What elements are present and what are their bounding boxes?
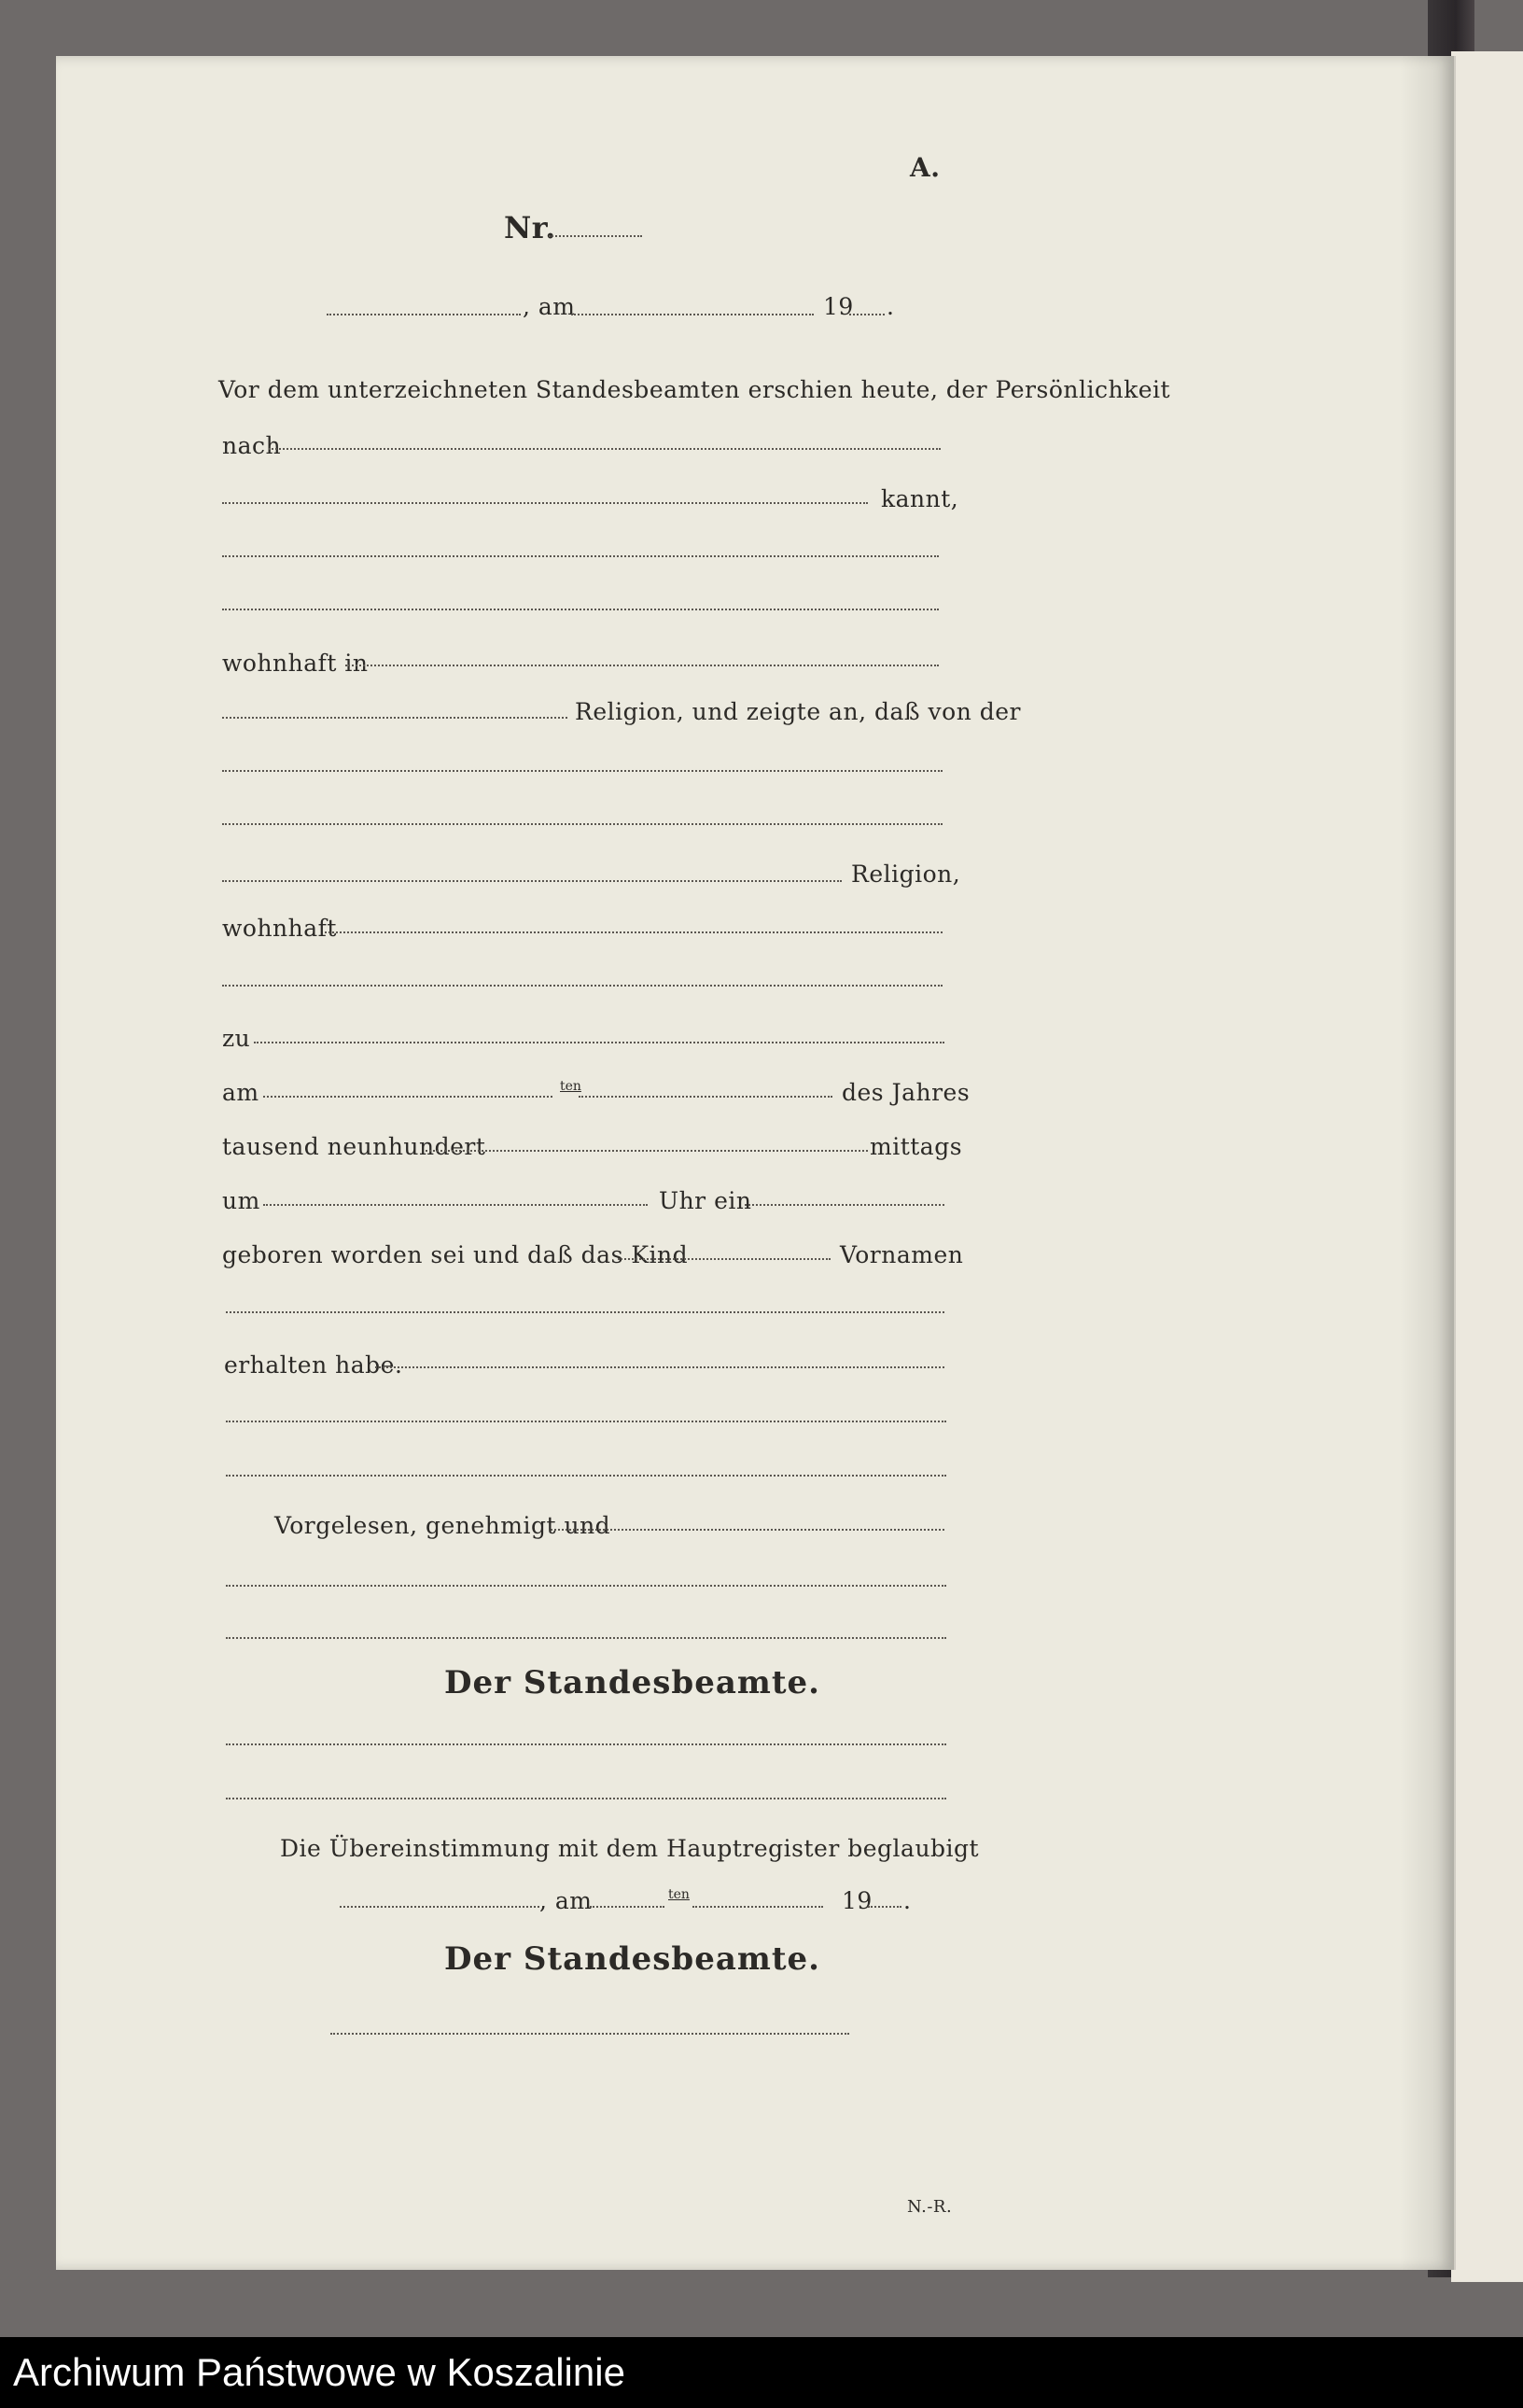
erhalten-field [375, 1366, 944, 1368]
wohnhaft-in-label: wohnhaft in [222, 650, 369, 677]
kannt-label: kannt, [881, 485, 959, 512]
ordinal-suffix-2: ten [668, 1887, 690, 1902]
religion-label: Religion, [851, 861, 961, 888]
blank-line-4 [222, 823, 943, 825]
number-field [549, 235, 642, 237]
wohnhaft-label: wohnhaft [222, 915, 337, 942]
wohnhaft-field [325, 931, 943, 933]
blank-line-2 [222, 609, 939, 610]
year-prefix-2: 19 [842, 1887, 873, 1914]
blank-line-9 [226, 1585, 946, 1587]
date-am-label-2: , am [539, 1887, 593, 1914]
form-letter: A. [910, 152, 941, 183]
ordinal-suffix-1: ten [560, 1079, 581, 1094]
intro-line: Vor dem unterzeichneten Standesbeamten erschien heute, der Persönlichkeit [218, 376, 1171, 403]
religion-zeigte-label: Religion, und zeigte an, daß von der [575, 698, 1021, 725]
archive-label: Archiwum Państwowe w Koszalinie [13, 2350, 625, 2394]
adjacent-page-edge [1451, 51, 1523, 2282]
blank-line-8 [226, 1475, 946, 1477]
religion-field-1 [222, 717, 567, 719]
place-field-2 [340, 1906, 539, 1908]
page-fold-shadow [1400, 56, 1456, 2270]
signature-line-3 [330, 2033, 849, 2035]
uhr-ein-label: Uhr ein [659, 1187, 752, 1214]
date-field [571, 314, 814, 315]
blank-line-7 [226, 1421, 946, 1422]
standesbeamte-heading-1: Der Standesbeamte. [444, 1664, 821, 1701]
year-field-2 [868, 1906, 901, 1908]
day-field [263, 1096, 552, 1098]
child-field [618, 1258, 831, 1260]
number-label: Nr. [504, 210, 556, 245]
uebereinstimmung-label: Die Übereinstimmung mit dem Hauptregister beglaubigt [280, 1835, 980, 1862]
year-prefix-1: 19 [823, 293, 854, 320]
person-field [222, 502, 868, 504]
archive-label-bar [0, 2337, 1523, 2408]
standesbeamte-heading-2: Der Standesbeamte. [444, 1940, 821, 1978]
mittags-label: mittags [870, 1133, 963, 1160]
signature-line-1 [226, 1743, 946, 1745]
vorgelesen-label: Vorgelesen, genehmigt und [274, 1512, 611, 1539]
vorgelesen-field [551, 1529, 944, 1531]
nach-label: nach [222, 432, 282, 459]
document-page [56, 56, 1454, 2270]
zu-label: zu [222, 1025, 251, 1052]
blank-line-5 [222, 985, 943, 987]
nach-field [269, 448, 941, 450]
sex-field [745, 1204, 944, 1206]
zu-field [254, 1042, 944, 1043]
vornamen-label: Vornamen [840, 1241, 964, 1268]
religion-field-2 [222, 880, 842, 882]
month-field [579, 1096, 832, 1098]
erhalten-label: erhalten habe. [224, 1351, 403, 1379]
um-label: um [222, 1187, 260, 1214]
year-field-1 [849, 314, 885, 315]
blank-line-3 [222, 770, 943, 772]
tausend-label: tausend neunhundert [222, 1133, 486, 1160]
month-field-2 [692, 1906, 823, 1908]
hour-field [263, 1204, 648, 1206]
blank-line-1 [222, 555, 939, 557]
blank-line-10 [226, 1637, 946, 1639]
blank-line-6 [226, 1311, 944, 1313]
am-label: am [222, 1079, 259, 1106]
year-words-field [426, 1150, 868, 1152]
date-am-label: , am [523, 293, 576, 320]
geboren-label: geboren worden sei und daß das Kind [222, 1241, 689, 1268]
signature-line-2 [226, 1798, 946, 1799]
residence-field [345, 665, 939, 666]
period-1: . [887, 293, 895, 320]
form-code: N.-R. [907, 2197, 953, 2217]
place-field [327, 314, 521, 315]
day-field-2 [590, 1906, 664, 1908]
period-2: . [903, 1887, 912, 1914]
des-jahres-label: des Jahres [842, 1079, 971, 1106]
